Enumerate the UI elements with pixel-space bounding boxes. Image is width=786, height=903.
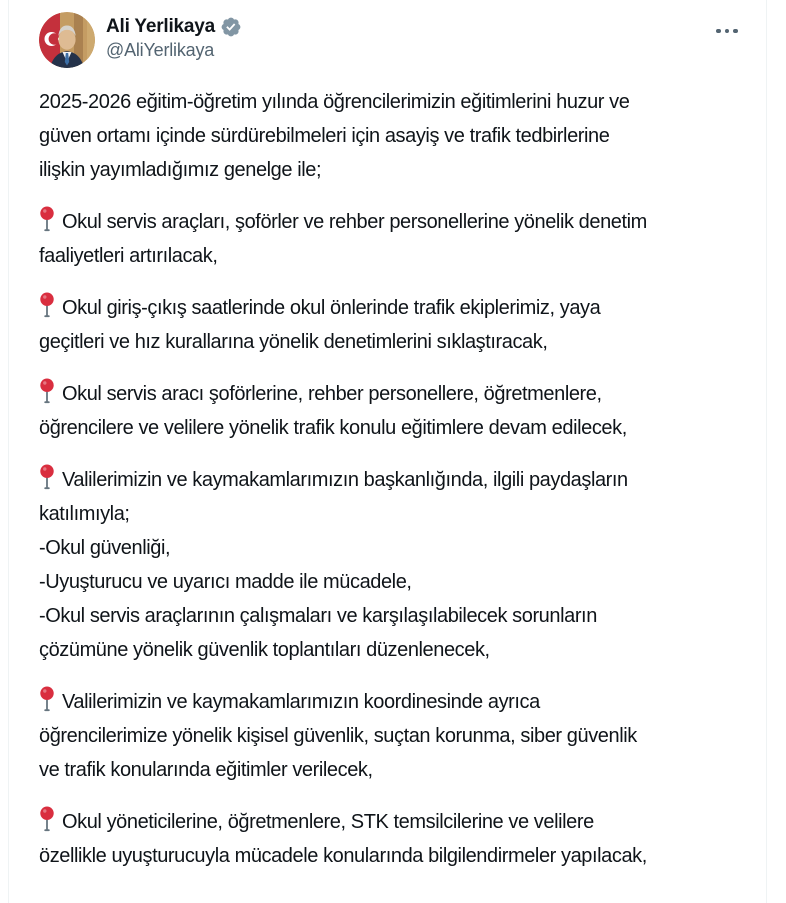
tweet-text-line: katılımıyla; [39,503,130,525]
tweet-text-line: geçitleri ve hız kurallarına yönelik denetimlerini sıklaştıracak, [39,331,548,353]
tweet-text-line: Okul giriş-çıkış saatlerinde okul önlerinde trafik ekiplerimiz, yaya [39,291,750,325]
tweet-text [39,85,750,873]
tweet-paragraph [39,805,750,873]
tweet-text-line: ilişkin yayımladığımız genelge ile; [39,159,322,181]
round-pushpin-icon [40,206,54,234]
tweet-text-line: faaliyetleri artırılacak, [39,245,218,267]
tweet-text-line: -Uyuşturucu ve uyarıcı madde ile mücadele, [39,571,412,593]
tweet-text-line: Valilerimizin ve kaymakamlarımızın başkanlığında, ilgili paydaşların [39,463,750,497]
round-pushpin-icon [40,378,54,406]
avatar-image [39,12,95,68]
author-id-block [106,12,242,62]
tweet-text-line: öğrencilere ve velilere yönelik trafik konulu eğitimlere devam edilecek, [39,417,627,439]
tweet-text-line: Okul yöneticilerine, öğretmenlere, STK temsilcilerine ve velilere [39,805,750,839]
tweet-text-line: çözümüne yönelik güvenlik toplantıları düzenlenecek, [39,639,490,661]
verified-badge-icon [220,16,242,38]
author-name-row [106,15,242,39]
round-pushpin-icon [40,292,54,320]
tweet-paragraph [39,205,750,273]
tweet-paragraph [39,463,750,667]
tweet-text-line: ve trafik konularında eğitimler verilecek, [39,759,373,781]
tweet-text-line: Okul servis aracı şoförlerine, rehber personellere, öğretmenlere, [39,377,750,411]
tweet-text-line: -Okul güvenliği, [39,537,171,559]
tweet-text-line: güven ortamı içinde sürdürebilmeleri için asayiş ve trafik tedbirlerine [39,125,610,147]
tweet-header [39,12,750,68]
display-name[interactable]: Ali Yerlikaya [106,16,216,37]
tweet-paragraph [39,377,750,445]
tweet-text-line: -Okul servis araçlarının çalışmaları ve karşılaşılabilecek sorunların [39,605,597,627]
tweet-text-line: özellikle uyuşturucuyla mücadele konularında bilgilendirmeler yapılacak, [39,845,647,867]
tweet-text-line: Valilerimizin ve kaymakamlarımızın koordinesinde ayrıca [39,685,750,719]
tweet-text-line: Okul servis araçları, şoförler ve rehber personellerine yönelik denetim [39,205,750,239]
tweet-paragraph [39,85,750,187]
avatar[interactable] [39,12,95,68]
three-dots-icon [716,29,721,34]
round-pushpin-icon [40,686,54,714]
tweet-text-line: öğrencilerimize yönelik kişisel güvenlik, suçtan korunma, siber güvenlik [39,725,637,747]
round-pushpin-icon [40,464,54,492]
tweet-paragraph [39,291,750,359]
tweet-card [8,0,767,903]
tweet-paragraph [39,685,750,787]
user-handle[interactable]: @AliYerlikaya [106,40,215,60]
tweet-text-line: 2025-2026 eğitim-öğretim yılında öğrencilerimizin eğitimlerini huzur ve [39,91,630,113]
more-button[interactable] [716,12,738,38]
round-pushpin-icon [40,806,54,834]
